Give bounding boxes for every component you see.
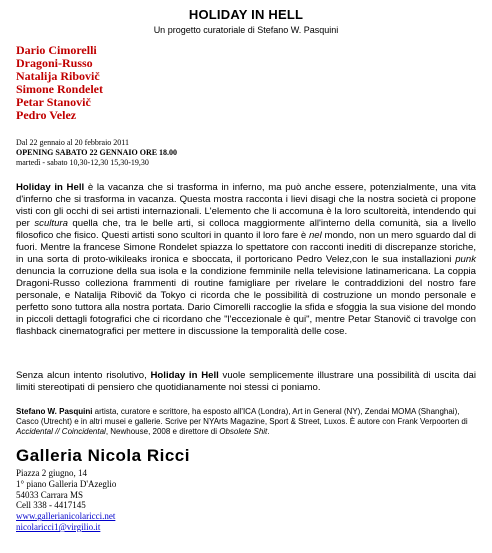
address-line: 54033 Carrara MS [16,489,83,500]
artist-list [16,44,103,122]
opening-info: OPENING SABATO 22 GENNAIO ORE 18.00 [16,148,178,157]
date-range: Dal 22 gennaio al 20 febbraio 2011 [16,138,130,147]
emphasis-text: punk [455,254,476,265]
emphasis-text: nel [308,230,322,241]
bio-text: , Newhouse, 2008 e direttore di [105,427,220,436]
email-item [16,522,116,533]
website-item [16,511,116,522]
publication-title: Obsolete Shit [219,427,268,436]
page-title: HOLIDAY IN HELL [188,7,304,22]
website-link[interactable]: www.gallerianicolaricci.net [16,511,116,522]
artist-name: Natalija Ribovič [16,69,100,83]
gallery-contact [16,468,116,533]
artist-name: Dario Cimorelli [16,43,97,57]
paragraph-text: è la vacanza che si trasforma in inferno, ma può anche essere, potenzialmente, una vita d'inferno che si trasforma in vacanza. Questa mostra racconta i lievi disagi che la nostra società ci propone visti con gli occhi di sei artisti internazionali. L'elemento che li accomuna è la loro scultoreità, intendendo qui per [16,182,476,229]
artist-name: Petar Stanovič [16,95,91,109]
address-line: 1° piano Galleria D'Azeglio [16,478,117,489]
exhibition-dates [16,138,177,168]
bio-text: artista, curatore e scrittore, ha esposto all'ICA (Londra), Art in General (NY), Zendai MOMA (Shanghai), Casco (Utrecht) e in altri musei e gallerie. Scrive per NYArts Magazine, Sport & Street, Luxos. È autore con Frank Verpoorten di [16,407,468,426]
emphasis-text: scultura [34,218,68,229]
email-link[interactable]: nicolaricci1@virgilio.it [16,521,101,532]
curator-bio [16,407,476,437]
paragraph-text: Senza alcun intento risolutivo, [16,370,151,381]
conclusion-paragraph [16,370,476,394]
show-title-inline: Holiday in Hell [16,182,85,193]
description-paragraph [16,182,476,338]
paragraph-text: denuncia la corruzione della sua isola e la condizione femminile nella televisione latinamericana. La coppia Dragoni-Russo colleziona frammenti di routine famigliare per rivelare le contraddizioni del nostro fare personale, e Natalija Ribovič da Tokyo ci ricorda che le possibilità di costruzione un mondo personale e perfetto sono tuttora alla nostra portata. Dario Cimorelli raccoglie la sfida e sfoggia la sua visione del mondo in piccoli dettagli fotografici che ci ricordano che "l'eccezionale è qui", mentre Petar Stanovič ci travolge con flashback cinematografici per mettere in discussione la temporalità delle cose. [16,266,476,337]
page-subtitle: Un progetto curatoriale di Stefano W. Pasquini [153,25,339,35]
artist-name: Dragoni-Russo [16,56,93,70]
opening-hours: martedì - sabato 10,30-12,30 15,30-19,30 [16,158,149,167]
show-title-inline: Holiday in Hell [150,370,219,381]
artist-name: Simone Rondelet [16,82,103,96]
address-line: Piazza 2 giugno, 14 [16,468,87,478]
curator-name: Stefano W. Pasquini [16,407,93,416]
gallery-name: Galleria Nicola Ricci [16,446,190,465]
artist-name: Pedro Velez [16,108,77,122]
bio-text: . [267,427,270,436]
paragraph-text: quella che, tra le belle arti, si colloca maggiormente all'interno della comunità, sia a livello filosofico che fisico. Questi artisti sono scultori in quanto il loro fare è [16,218,476,241]
book-title: Accidental // Coincidental [16,427,106,436]
phone-number: Cell 338 - 4417145 [16,500,86,511]
paragraph-text: vuole semplicemente illustrare una possibilità di uscita dai limiti stereotipati di pensiero che quotidianamente noi stessi ci poniamo. [16,370,477,393]
paragraph-text: mondo, non un mero sguardo dal di fuori. Mentre la francese Simone Rondelet spiazza lo spettatore con racconti inediti di discrepanze storiche, in una sorta di proto-wikileaks ironica e sboccata, il portoricano Pedro Velez,con le sua installazioni [16,230,477,265]
